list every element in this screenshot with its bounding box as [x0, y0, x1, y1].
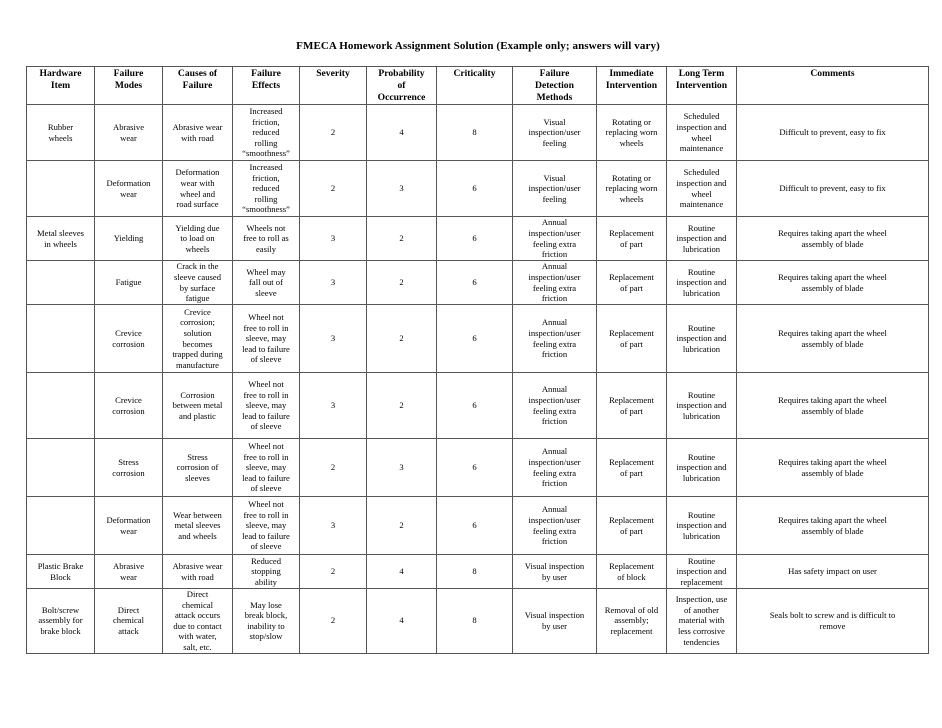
cell-severity: 3 [300, 497, 367, 555]
cell-criticality: 6 [437, 217, 513, 261]
cell-immediate-intervention: Removal of old assembly; replacement [597, 589, 667, 654]
header-causes-of-failure: Causes of Failure [163, 67, 233, 105]
cell-severity: 3 [300, 217, 367, 261]
table-row [27, 589, 929, 654]
cell-long-term-intervention: Scheduled inspection and wheel maintenance [667, 105, 737, 161]
cell-hardware-item [27, 439, 95, 497]
header-criticality: Criticality [437, 67, 513, 105]
cell-probability: 2 [367, 373, 437, 439]
cell-comment: Seals bolt to screw and is difficult to remove [737, 589, 929, 654]
page-title: FMECA Homework Assignment Solution (Example only; answers will vary) [296, 40, 660, 52]
cell-severity: 2 [300, 589, 367, 654]
header-row [27, 67, 929, 105]
cell-severity: 2 [300, 555, 367, 589]
cell-cause: Abrasive wear with road [163, 555, 233, 589]
cell-comment: Requires taking apart the wheel assembly of blade [737, 305, 929, 373]
cell-immediate-intervention: Rotating or replacing worn wheels [597, 161, 667, 217]
cell-comment: Requires taking apart the wheel assembly of blade [737, 261, 929, 305]
cell-comment: Difficult to prevent, easy to fix [737, 105, 929, 161]
table-row [27, 497, 929, 555]
cell-immediate-intervention: Rotating or replacing worn wheels [597, 105, 667, 161]
header-failure-modes: Failure Modes [95, 67, 163, 105]
cell-probability: 3 [367, 161, 437, 217]
cell-detection-method: Annual inspection/user feeling extra friction [513, 261, 597, 305]
cell-criticality: 6 [437, 161, 513, 217]
table-row [27, 305, 929, 373]
cell-failure-mode: Crevice corrosion [95, 373, 163, 439]
table-row [27, 161, 929, 217]
cell-detection-method: Annual inspection/user feeling extra friction [513, 217, 597, 261]
cell-criticality: 8 [437, 105, 513, 161]
header-failure-effects: Failure Effects [233, 67, 300, 105]
cell-criticality: 8 [437, 555, 513, 589]
cell-severity: 2 [300, 105, 367, 161]
cell-probability: 4 [367, 555, 437, 589]
cell-hardware-item: Metal sleeves in wheels [27, 217, 95, 261]
cell-cause: Crack in the sleeve caused by surface fatigue [163, 261, 233, 305]
cell-hardware-item: Rubber wheels [27, 105, 95, 161]
cell-comment: Requires taking apart the wheel assembly of blade [737, 373, 929, 439]
cell-effect: Wheels not free to roll as easily [233, 217, 300, 261]
cell-severity: 3 [300, 305, 367, 373]
cell-criticality: 6 [437, 439, 513, 497]
cell-effect: Wheel not free to roll in sleeve, may lead to failure of sleeve [233, 439, 300, 497]
cell-effect: Wheel not free to roll in sleeve, may lead to failure of sleeve [233, 497, 300, 555]
cell-criticality: 6 [437, 373, 513, 439]
cell-failure-mode: Yielding [95, 217, 163, 261]
cell-probability: 4 [367, 105, 437, 161]
cell-criticality: 8 [437, 589, 513, 654]
cell-long-term-intervention: Routine inspection and lubrication [667, 439, 737, 497]
cell-hardware-item: Plastic Brake Block [27, 555, 95, 589]
cell-long-term-intervention: Routine inspection and lubrication [667, 261, 737, 305]
cell-effect: May lose break block, inability to stop/slow [233, 589, 300, 654]
cell-long-term-intervention: Inspection, use of another material with less corrosive tendencies [667, 589, 737, 654]
cell-probability: 2 [367, 305, 437, 373]
cell-cause: Deformation wear with wheel and road surface [163, 161, 233, 217]
cell-severity: 2 [300, 161, 367, 217]
cell-effect: Wheel not free to roll in sleeve, may lead to failure of sleeve [233, 305, 300, 373]
cell-detection-method: Visual inspection/user feeling [513, 161, 597, 217]
cell-failure-mode: Deformation wear [95, 161, 163, 217]
cell-probability: 2 [367, 497, 437, 555]
header-hardware-item: Hardware Item [27, 67, 95, 105]
cell-cause: Crevice corrosion; solution becomes trapped during manufacture [163, 305, 233, 373]
cell-effect: Reduced stopping ability [233, 555, 300, 589]
cell-long-term-intervention: Routine inspection and lubrication [667, 305, 737, 373]
cell-effect: Wheel may fall out of sleeve [233, 261, 300, 305]
cell-hardware-item [27, 261, 95, 305]
cell-effect: Increased friction, reduced rolling “smoothness” [233, 105, 300, 161]
cell-failure-mode: Abrasive wear [95, 555, 163, 589]
cell-cause: Corrosion between metal and plastic [163, 373, 233, 439]
cell-failure-mode: Abrasive wear [95, 105, 163, 161]
cell-criticality: 6 [437, 497, 513, 555]
cell-immediate-intervention: Replacement of block [597, 555, 667, 589]
cell-detection-method: Visual inspection by user [513, 589, 597, 654]
header-severity: Severity [300, 67, 367, 105]
header-probability: Probability of Occurrence [367, 67, 437, 105]
cell-immediate-intervention: Replacement of part [597, 497, 667, 555]
cell-comment: Requires taking apart the wheel assembly of blade [737, 439, 929, 497]
cell-detection-method: Annual inspection/user feeling extra friction [513, 305, 597, 373]
cell-comment: Difficult to prevent, easy to fix [737, 161, 929, 217]
header-long-term-intervention: Long Term Intervention [667, 67, 737, 105]
cell-probability: 2 [367, 261, 437, 305]
table-row [27, 555, 929, 589]
cell-severity: 3 [300, 373, 367, 439]
cell-failure-mode: Deformation wear [95, 497, 163, 555]
cell-hardware-item [27, 497, 95, 555]
cell-failure-mode: Direct chemical attack [95, 589, 163, 654]
cell-failure-mode: Fatigue [95, 261, 163, 305]
cell-cause: Yielding due to load on wheels [163, 217, 233, 261]
table-row [27, 105, 929, 161]
cell-cause: Direct chemical attack occurs due to contact with water, salt, etc. [163, 589, 233, 654]
cell-effect: Wheel not free to roll in sleeve, may lead to failure of sleeve [233, 373, 300, 439]
cell-immediate-intervention: Replacement of part [597, 439, 667, 497]
cell-severity: 2 [300, 439, 367, 497]
table-row [27, 217, 929, 261]
cell-hardware-item: Bolt/screw assembly for brake block [27, 589, 95, 654]
cell-probability: 3 [367, 439, 437, 497]
cell-probability: 2 [367, 217, 437, 261]
cell-long-term-intervention: Routine inspection and lubrication [667, 497, 737, 555]
cell-long-term-intervention: Routine inspection and lubrication [667, 217, 737, 261]
cell-hardware-item [27, 161, 95, 217]
cell-criticality: 6 [437, 305, 513, 373]
cell-cause: Stress corrosion of sleeves [163, 439, 233, 497]
header-detection-methods: Failure Detection Methods [513, 67, 597, 105]
cell-comment: Has safety impact on user [737, 555, 929, 589]
cell-severity: 3 [300, 261, 367, 305]
cell-immediate-intervention: Replacement of part [597, 217, 667, 261]
header-immediate-intervention: Immediate Intervention [597, 67, 667, 105]
cell-failure-mode: Stress corrosion [95, 439, 163, 497]
cell-immediate-intervention: Replacement of part [597, 373, 667, 439]
cell-criticality: 6 [437, 261, 513, 305]
table-row [27, 439, 929, 497]
cell-comment: Requires taking apart the wheel assembly of blade [737, 217, 929, 261]
cell-failure-mode: Crevice corrosion [95, 305, 163, 373]
cell-long-term-intervention: Scheduled inspection and wheel maintenance [667, 161, 737, 217]
fmeca-table [26, 66, 929, 654]
cell-cause: Wear between metal sleeves and wheels [163, 497, 233, 555]
cell-comment: Requires taking apart the wheel assembly of blade [737, 497, 929, 555]
table-row [27, 373, 929, 439]
cell-detection-method: Annual inspection/user feeling extra friction [513, 497, 597, 555]
cell-hardware-item [27, 373, 95, 439]
cell-detection-method: Annual inspection/user feeling extra friction [513, 373, 597, 439]
cell-effect: Increased friction, reduced rolling “smoothness” [233, 161, 300, 217]
header-comments: Comments [737, 67, 929, 105]
table-row [27, 261, 929, 305]
cell-detection-method: Annual inspection/user feeling extra friction [513, 439, 597, 497]
cell-immediate-intervention: Replacement of part [597, 261, 667, 305]
cell-hardware-item [27, 305, 95, 373]
cell-detection-method: Visual inspection/user feeling [513, 105, 597, 161]
cell-detection-method: Visual inspection by user [513, 555, 597, 589]
cell-long-term-intervention: Routine inspection and lubrication [667, 373, 737, 439]
cell-long-term-intervention: Routine inspection and replacement [667, 555, 737, 589]
cell-immediate-intervention: Replacement of part [597, 305, 667, 373]
cell-probability: 4 [367, 589, 437, 654]
cell-cause: Abrasive wear with road [163, 105, 233, 161]
